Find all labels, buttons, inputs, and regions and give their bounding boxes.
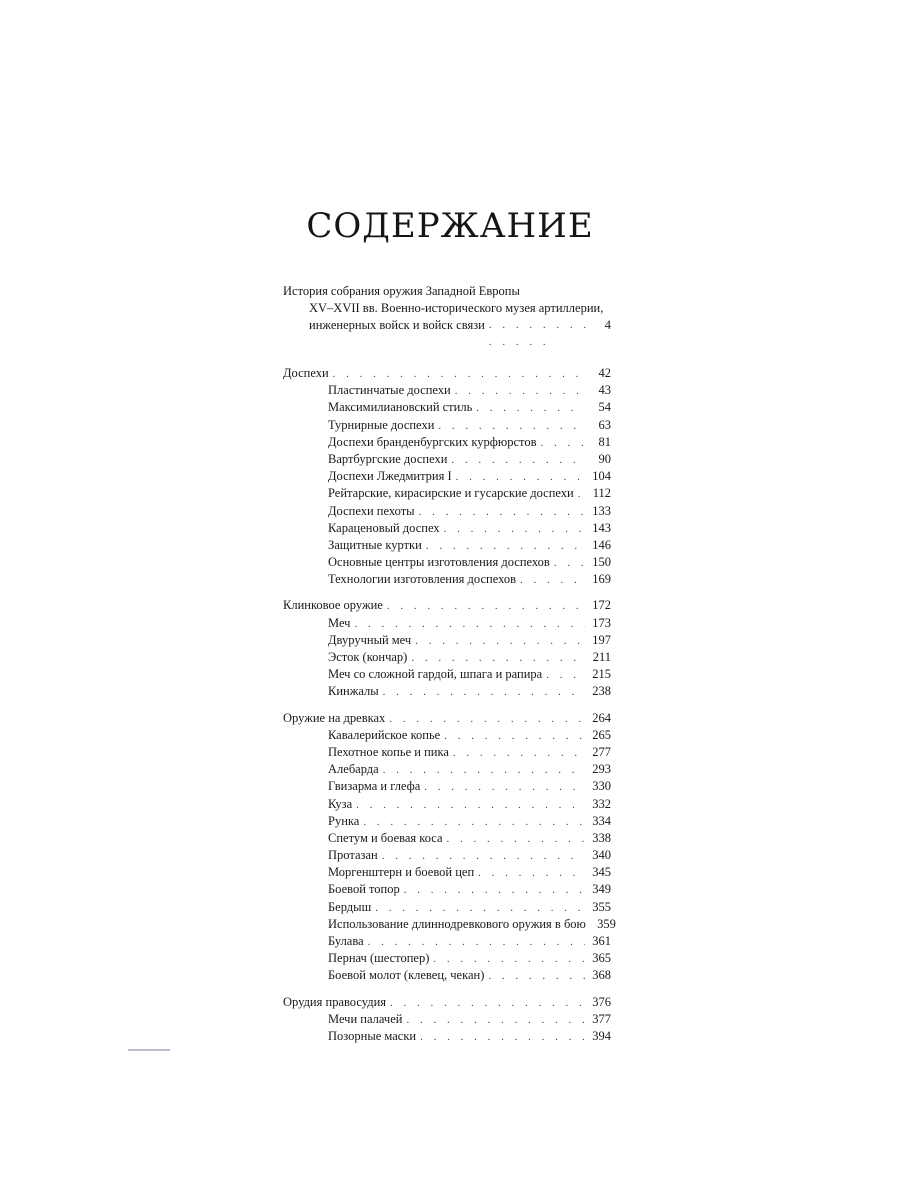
leader-dots (554, 555, 585, 572)
leader-dots (419, 504, 585, 521)
toc-page-number: 345 (592, 865, 611, 880)
toc-section-title: Клинковое оружие (283, 598, 383, 613)
toc-entry[interactable] (283, 813, 611, 830)
leader-dots (478, 865, 585, 882)
leader-dots (488, 968, 585, 985)
toc-entry[interactable] (283, 881, 611, 898)
toc-entry[interactable] (283, 434, 611, 451)
leader-dots (383, 684, 585, 701)
leader-dots (404, 882, 585, 899)
toc-entry[interactable] (283, 666, 611, 683)
toc-page-number: 173 (592, 615, 611, 630)
toc-page-number: 133 (592, 503, 611, 518)
leader-dots (420, 1029, 585, 1046)
toc-entry-label: Меч (328, 615, 351, 630)
toc-entry[interactable] (283, 683, 611, 700)
toc-entry[interactable] (283, 554, 611, 571)
table-of-contents (283, 283, 616, 1054)
toc-entry-label: Кинжалы (328, 684, 379, 699)
toc-entry[interactable] (283, 899, 611, 916)
toc-intro-line: XV–XVII вв. Военно-исторического музея артиллерии, (309, 301, 604, 315)
toc-page-number: 376 (592, 994, 611, 1009)
toc-page-number: 265 (592, 727, 611, 742)
leader-dots (387, 598, 585, 615)
leader-dots (541, 435, 586, 452)
toc-page-number: 172 (592, 598, 611, 613)
toc-entry-label: Кавалерийское копье (328, 727, 441, 742)
toc-entry[interactable] (283, 727, 611, 744)
toc-entry[interactable] (283, 468, 611, 485)
toc-page-number: 63 (598, 417, 611, 432)
leader-dots (433, 951, 585, 968)
toc-entry[interactable] (283, 417, 611, 434)
toc-entry-label: Пернач (шестопер) (328, 951, 430, 966)
toc-entry-label: Булава (328, 934, 364, 948)
toc-section (283, 710, 616, 985)
toc-entry-label: Доспехи бранденбургских курфюрстов (328, 434, 537, 449)
toc-entry[interactable] (283, 864, 611, 881)
toc-entry-label: Караценовый доспех (328, 520, 440, 535)
toc-page-number: 150 (592, 555, 611, 570)
toc-section-title: Доспехи (283, 366, 329, 380)
toc-page-number: 338 (592, 830, 611, 845)
toc-entry[interactable] (283, 778, 611, 795)
leader-dots (354, 616, 585, 633)
leader-dots (444, 728, 585, 745)
toc-entry-label: Доспехи Лжедмитрия I (328, 469, 452, 484)
toc-intro-entry (283, 283, 611, 351)
toc-page-number: 215 (592, 667, 611, 682)
toc-page-number: 293 (592, 762, 611, 777)
toc-section-title: Орудия правосудия (283, 994, 387, 1009)
leader-dots (453, 745, 585, 762)
toc-entry[interactable] (283, 1028, 611, 1045)
toc-entry[interactable] (283, 967, 611, 984)
toc-page-number: 197 (592, 632, 611, 647)
leader-dots (426, 538, 585, 555)
toc-entry-label: Рунка (328, 813, 360, 828)
toc-entry-label: Протазан (328, 848, 378, 863)
leader-dots (356, 797, 585, 814)
toc-page-number: 169 (592, 572, 611, 587)
toc-entry[interactable] (283, 503, 611, 520)
leader-dots (382, 848, 585, 865)
leader-dots (383, 762, 585, 779)
toc-entry[interactable] (283, 649, 611, 666)
toc-entry[interactable] (283, 382, 611, 399)
toc-page-number: 330 (592, 779, 611, 794)
toc-entry[interactable] (283, 950, 611, 967)
leader-dots (411, 650, 585, 667)
toc-page-number: 112 (592, 486, 611, 501)
toc-entry[interactable] (283, 830, 611, 847)
toc-entry-label: Позорные маски (328, 1028, 417, 1043)
leader-dots (363, 814, 585, 831)
toc-page-number: 146 (592, 537, 611, 552)
toc-entry[interactable] (283, 520, 611, 537)
toc-page-number: 4 (604, 318, 611, 332)
toc-entry-label: Эсток (кончар) (328, 650, 408, 664)
toc-section-heading[interactable] (283, 365, 611, 382)
toc-page-number: 377 (592, 1011, 611, 1026)
toc-page-number: 359 (597, 916, 616, 931)
toc-entry-label: Двуручный меч (328, 632, 412, 647)
toc-page-number: 361 (592, 934, 611, 948)
leader-dots (438, 418, 585, 435)
leader-dots (456, 469, 585, 486)
toc-section (283, 994, 611, 1046)
toc-page-number: 349 (592, 882, 611, 897)
toc-page-number: 355 (592, 899, 611, 914)
toc-entry[interactable] (283, 744, 611, 761)
toc-entry-label: Использование длиннодревкового оружия в бою (328, 916, 586, 931)
toc-entry[interactable] (283, 537, 611, 554)
toc-entry[interactable] (283, 847, 611, 864)
toc-page-number: 104 (592, 469, 611, 484)
toc-entry-label: Турнирные доспехи (328, 417, 435, 432)
leader-dots (578, 486, 585, 503)
toc-sections (283, 365, 616, 1045)
toc-entry-label: Моргенштерн и боевой цеп (328, 865, 475, 880)
toc-section (283, 597, 611, 700)
toc-entry[interactable] (283, 933, 611, 950)
toc-entry-label: Технологии изготовления доспехов (328, 572, 517, 587)
toc-page-number: 238 (592, 684, 611, 699)
leader-dots (451, 452, 585, 469)
leader-dots (333, 366, 585, 383)
toc-entry-label: Куза (328, 796, 353, 811)
toc-page-number: 143 (592, 520, 611, 535)
toc-entry-label: Алебарда (328, 762, 379, 777)
toc-page-number: 340 (592, 848, 611, 863)
toc-entry-label: Максимилиановский стиль (328, 400, 473, 415)
toc-entry-label: Вартбургские доспехи (328, 451, 448, 466)
toc-entry-label: Пехотное копье и пика (328, 744, 449, 759)
page-title: СОДЕРЖАНИЕ (306, 206, 594, 246)
leader-dots (546, 667, 585, 684)
toc-section-heading[interactable] (283, 994, 611, 1011)
toc-intro-line: История собрания оружия Западной Европы (283, 284, 520, 298)
toc-entry-label: Меч со сложной гардой, шпага и рапира (328, 667, 543, 682)
leader-dots (455, 383, 585, 400)
leader-dots (390, 995, 585, 1012)
toc-page-number: 264 (592, 710, 611, 725)
leader-dots (389, 711, 585, 728)
leader-dots (447, 831, 585, 848)
leader-dots (520, 572, 585, 589)
toc-page-number: 365 (592, 951, 611, 966)
toc-entry[interactable] (283, 916, 616, 933)
toc-entry-label: Гвизарма и глефа (328, 779, 421, 794)
toc-entry-label: Боевой молот (клевец, чекан) (328, 968, 485, 983)
toc-entry-label: Пластинчатые доспехи (328, 383, 451, 398)
toc-page-number: 334 (592, 813, 611, 828)
toc-page-number: 81 (598, 434, 611, 449)
leader-dots (406, 1012, 585, 1029)
toc-page-number: 368 (592, 968, 611, 983)
toc-entry[interactable] (283, 1011, 611, 1028)
leader-dots (476, 400, 585, 417)
toc-entry[interactable] (283, 615, 611, 632)
toc-entry-label: Боевой топор (328, 882, 400, 897)
leader-dots (424, 779, 585, 796)
leader-dots (368, 934, 585, 951)
toc-entry-label: Рейтарские, кирасирские и гусарские доспехи (328, 486, 574, 501)
toc-entry[interactable] (283, 632, 611, 649)
toc-page-number: 394 (592, 1028, 611, 1043)
toc-entry-label: Бердыш (328, 899, 372, 914)
toc-page-number: 90 (598, 451, 611, 466)
toc-page-number: 277 (592, 744, 611, 759)
toc-entry[interactable] (283, 761, 611, 778)
toc-entry[interactable] (283, 451, 611, 468)
toc-section-title: Оружие на древках (283, 710, 386, 725)
toc-entry-label: Защитные куртки (328, 537, 422, 552)
toc-entry-label: Спетум и боевая коса (328, 830, 443, 845)
toc-entry-label: Доспехи пехоты (328, 503, 415, 518)
leader-dots (444, 521, 585, 538)
toc-page-number: 54 (598, 400, 611, 415)
toc-page-number: 211 (592, 650, 611, 664)
toc-page-number: 42 (598, 366, 611, 380)
toc-entry-label: Основные центры изготовления доспехов (328, 555, 550, 570)
toc-page-number: 332 (592, 796, 611, 811)
toc-entry[interactable] (283, 485, 611, 502)
leader-dots: . . . . . . . . . . . . . (488, 319, 591, 348)
toc-section (283, 365, 611, 588)
toc-entry[interactable] (283, 796, 611, 813)
toc-entry-label: Мечи палачей (328, 1011, 403, 1026)
leader-dots (415, 633, 585, 650)
toc-section-heading[interactable] (283, 710, 611, 727)
toc-intro-line: инженерных войск и войск связи (309, 318, 485, 332)
toc-entry[interactable] (283, 399, 611, 416)
decorative-rule (128, 1049, 170, 1051)
toc-section-heading[interactable] (283, 597, 611, 614)
leader-dots (375, 900, 585, 917)
toc-page-number: 43 (598, 383, 611, 398)
toc-entry[interactable] (283, 571, 611, 588)
